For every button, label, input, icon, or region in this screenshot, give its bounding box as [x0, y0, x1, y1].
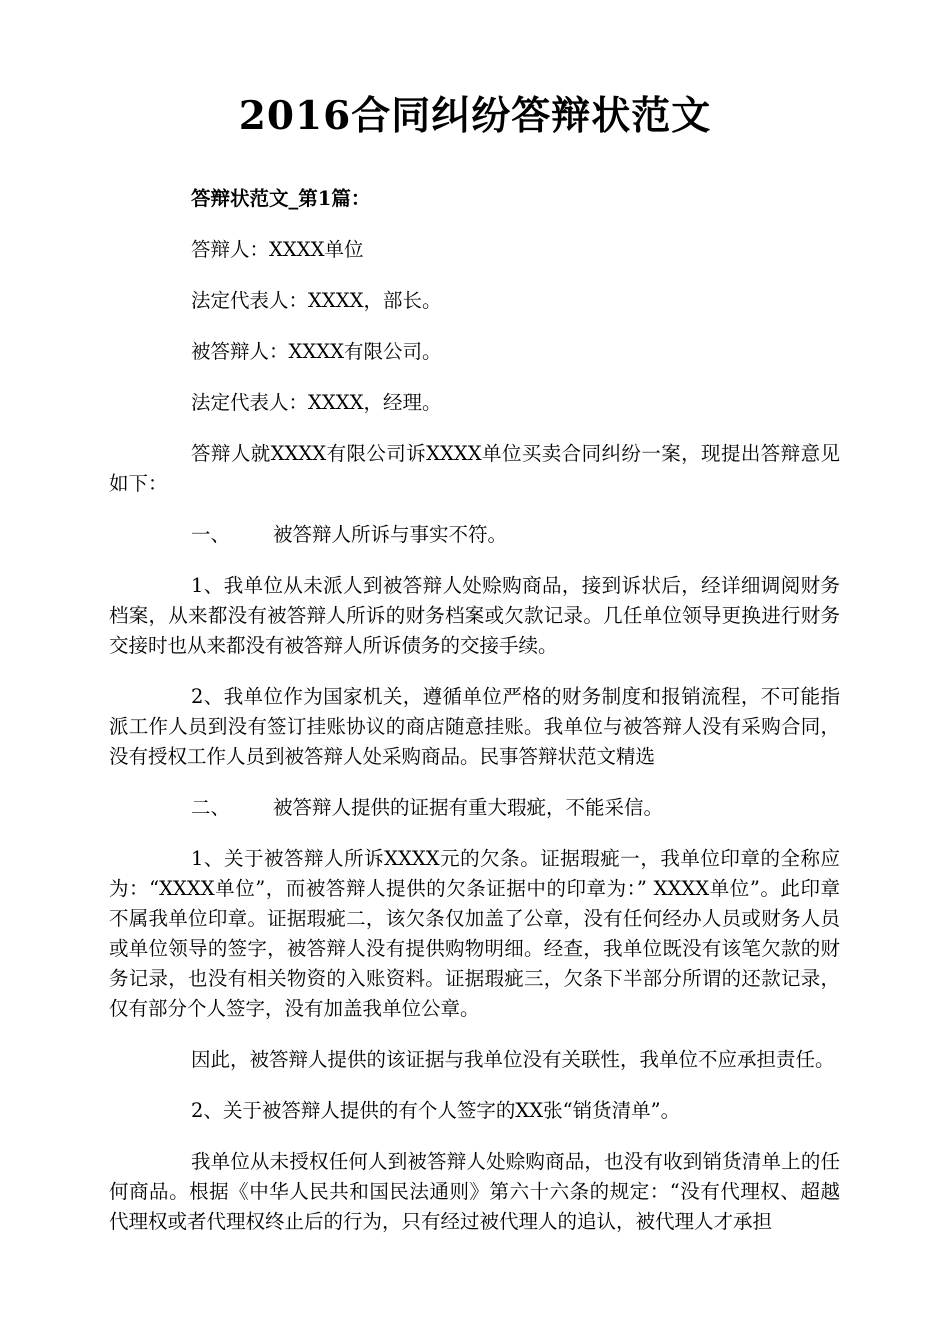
section-2-conclusion: 因此，被答辩人提供的该证据与我单位没有关联性，我单位不应承担责任。 — [191, 1048, 835, 1071]
document-title: 2016合同纠纷答辩状范文 — [238, 93, 712, 139]
section-2-number: 二、 — [191, 796, 231, 819]
paragraph-legal-rep-1: 法定代表人：XXXX，部长。 — [191, 289, 442, 312]
section-1-item-2: 2、我单位作为国家机关，遵循单位严格的财务制度和报销流程，不可能指派工作人员到没有签订挂账协议的商店随意挂账。我单位与被答辩人没有采购合同，没有授权工作人员到被答辩人处采购商品。民事答辩状范文精选 — [109, 685, 840, 768]
section-2-item-2-detail: 我单位从未授权任何人到被答辩人处赊购商品，也没有收到销货清单上的任何商品。根据《中华人民共和国民法通则》第六十六条的规定：“没有代理权、超越代理权或者代理权终止后的行为，只有经过被代理人的追认，被代理人才承担 — [109, 1150, 840, 1233]
section-2-heading — [109, 793, 840, 823]
paragraph-plaintiff: 被答辩人：XXXX有限公司。 — [191, 340, 442, 363]
paragraph-respondent: 答辩人：XXXX单位 — [191, 238, 364, 261]
section-1-heading — [109, 520, 840, 550]
section-2-item-2: 2、关于被答辩人提供的有个人签字的XX张“销货清单”。 — [191, 1099, 681, 1122]
section-1-item-1: 1、我单位从未派人到被答辩人处赊购商品，接到诉状后，经详细调阅财务档案，从来都没有被答辩人所诉的财务档案或欠款记录。几任单位领导更换进行财务交接时也从来都没有被答辩人所诉债务的交接手续。 — [109, 574, 840, 657]
subheading: 答辩状范文_第1篇： — [191, 187, 371, 210]
section-1-title: 被答辩人所诉与事实不符。 — [273, 523, 508, 546]
paragraph-intro: 答辩人就XXXX有限公司诉XXXX单位买卖合同纠纷一案，现提出答辩意见如下： — [109, 442, 840, 495]
document-body — [109, 184, 840, 1258]
section-2-title: 被答辩人提供的证据有重大瑕疵，不能采信。 — [273, 796, 664, 819]
section-1-number: 一、 — [191, 523, 231, 546]
paragraph-legal-rep-2: 法定代表人：XXXX，经理。 — [191, 391, 442, 414]
section-2-item-1: 1、关于被答辩人所诉XXXX元的欠条。证据瑕疵一，我单位印章的全称应为：“XXXX单位”，而被答辩人提供的欠条证据中的印章为：” XXXX单位”。此印章不属我单位印章。证据瑕疵二，该欠条仅加盖了公章，没有任何经办人员或财务人员或单位领导的签字，被答辩人没有提供购物明细。经查，我单位既没有该笔欠款的财务记录，也没有相关物资的入账资料。证据瑕疵三，欠条下半部分所谓的还款记录，仅有部分个人签字，没有加盖我单位公章。 — [109, 847, 840, 1020]
